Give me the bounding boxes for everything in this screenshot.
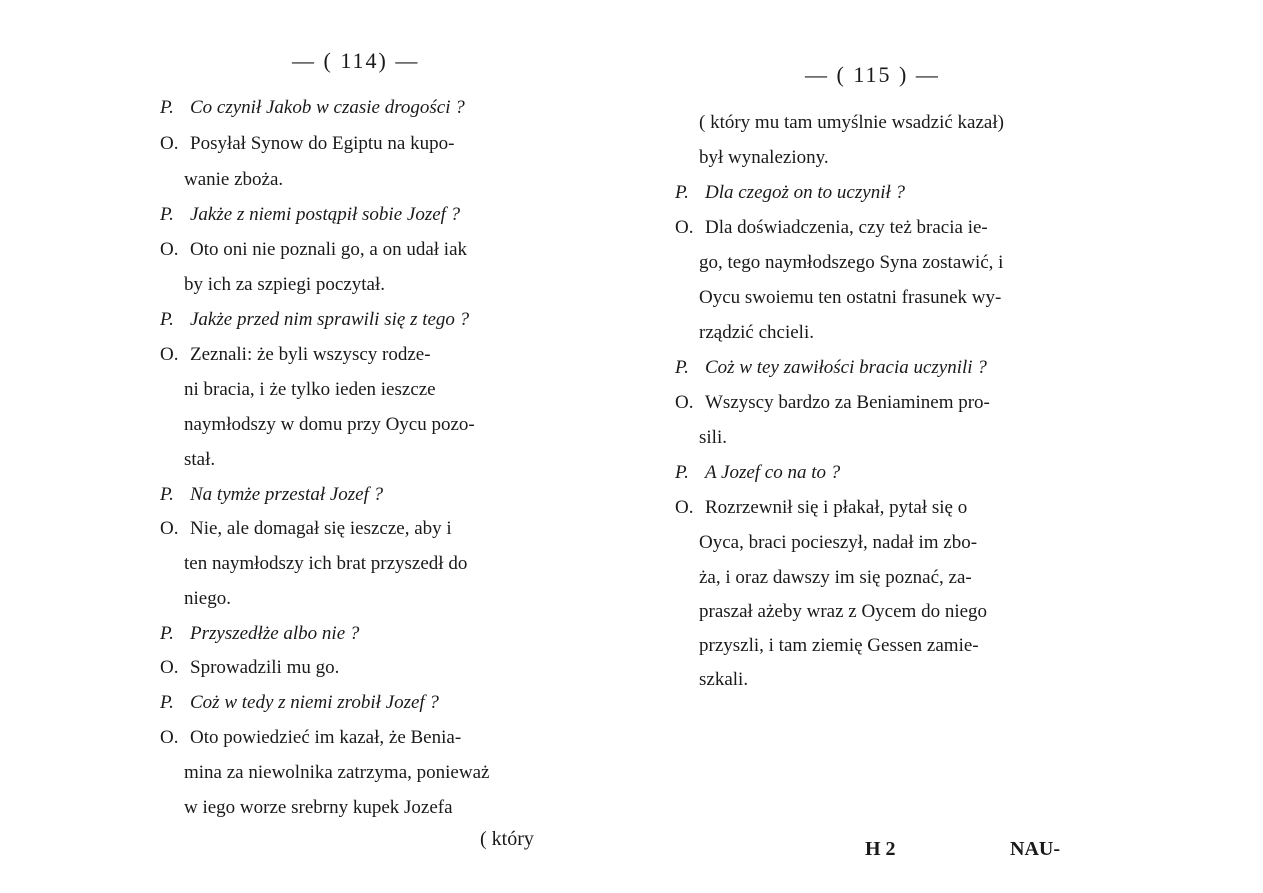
question-line (675, 181, 905, 205)
text-line (699, 251, 1003, 275)
answer-line (160, 726, 461, 750)
line-text: ten naymłodszy ich brat przyszedł do (184, 553, 468, 574)
question-marker: P. (160, 204, 174, 225)
line-text: by ich za szpiegi poczytał. (184, 274, 386, 295)
line-text: mina za niewolnika zatrzyma, ponieważ (184, 762, 490, 783)
question-marker: P. (160, 484, 174, 505)
question-line (160, 203, 460, 227)
text-line (699, 426, 727, 450)
answer-line (675, 496, 967, 520)
line-text: sili. (699, 427, 727, 448)
question-line (160, 96, 465, 120)
catchword: ( który (480, 828, 534, 850)
text-line (184, 168, 283, 192)
line-text: Dla doświadczenia, czy też bracia ie- (705, 217, 988, 238)
question-marker: P. (675, 357, 689, 378)
text-line (184, 413, 475, 437)
answer-line (160, 132, 454, 156)
answer-line (675, 216, 988, 240)
question-marker: P. (160, 692, 174, 713)
question-line (675, 461, 840, 485)
text-line (699, 286, 1001, 310)
line-text: był wynaleziony. (699, 147, 829, 168)
text-line (184, 796, 453, 820)
answer-line (160, 656, 339, 680)
line-text: Oto oni nie poznali go, a on udał iak (190, 239, 468, 260)
answer-line (675, 391, 990, 415)
question-line (160, 308, 469, 332)
question-line (160, 691, 439, 715)
answer-marker: O. (675, 497, 694, 518)
line-text: Jakże z niemi postąpił sobie Jozef ? (190, 204, 461, 225)
line-text: stał. (184, 449, 216, 470)
answer-marker: O. (160, 239, 179, 260)
line-text: niego. (184, 588, 231, 609)
line-text: Sprowadzili mu go. (190, 657, 340, 678)
line-text: Oto powiedzieć im kazał, że Benia- (190, 727, 462, 748)
line-text: go, tego naymłodszego Syna zostawić, i (699, 252, 1004, 273)
answer-marker: O. (160, 657, 179, 678)
line-text: Dla czegoż on to uczynił ? (705, 182, 906, 203)
question-marker: P. (675, 462, 689, 483)
text-line (699, 634, 979, 658)
line-text: w iego worze srebrny kupek Jozefa (184, 797, 453, 818)
line-text: Posyłał Synow do Egiptu na kupo- (190, 133, 455, 154)
line-text: Jakże przed nim sprawili się z tego ? (190, 309, 470, 330)
line-text: Przyszedłże albo nie ? (190, 623, 360, 644)
answer-line (160, 517, 452, 541)
text-line (699, 531, 977, 555)
line-text: Oycu swoiemu ten ostatni frasunek wy- (699, 287, 1002, 308)
catchword: NAU- (1010, 838, 1060, 860)
line-text: ( który mu tam umyślnie wsadzić kazał) (699, 112, 1004, 133)
question-line (160, 622, 359, 646)
text-line (699, 321, 814, 345)
text-line (699, 146, 829, 170)
question-marker: P. (160, 309, 174, 330)
text-line (184, 587, 231, 611)
line-text: Coż w tey zawiłości bracia uczynili ? (705, 357, 987, 378)
line-text: praszał ażeby wraz z Oycem do niego (699, 601, 988, 622)
text-line (699, 668, 748, 692)
answer-marker: O. (160, 727, 179, 748)
text-line (184, 378, 436, 402)
answer-marker: O. (160, 133, 179, 154)
text-line (699, 111, 1004, 135)
text-line (184, 761, 489, 785)
answer-line (160, 238, 467, 262)
question-marker: P. (675, 182, 689, 203)
line-text: rządzić chcieli. (699, 322, 814, 343)
text-line (699, 566, 972, 590)
answer-line (160, 343, 431, 367)
answer-marker: O. (675, 217, 694, 238)
page-number-header: — ( 115 ) — (805, 62, 940, 87)
line-text: wanie zboża. (184, 169, 284, 190)
line-text: Zeznali: że byli wszyscy rodze- (190, 344, 431, 365)
question-line (675, 356, 987, 380)
line-text: naymłodszy w domu przy Oycu pozo- (184, 414, 475, 435)
line-text: ża, i oraz dawszy im się poznać, za- (699, 567, 972, 588)
line-text: Oyca, braci pocieszył, nadał im zbo- (699, 532, 978, 553)
line-text: A Jozef co na to ? (705, 462, 841, 483)
answer-marker: O. (675, 392, 694, 413)
page-number-header: — ( 114) — (292, 48, 420, 73)
question-marker: P. (160, 623, 174, 644)
answer-marker: O. (160, 518, 179, 539)
line-text: Wszyscy bardzo za Beniaminem pro- (705, 392, 990, 413)
line-text: Nie, ale domagał się ieszcze, aby i (190, 518, 452, 539)
question-marker: P. (160, 97, 174, 118)
text-line (184, 448, 215, 472)
line-text: Rozrzewnił się i płakał, pytał się o (705, 497, 968, 518)
text-line (699, 600, 987, 624)
question-line (160, 483, 383, 507)
text-line (184, 552, 467, 576)
text-line (184, 273, 385, 297)
line-text: przyszli, i tam ziemię Gessen zamie- (699, 635, 979, 656)
line-text: Coż w tedy z niemi zrobił Jozef ? (190, 692, 439, 713)
line-text: Co czynił Jakob w czasie drogości ? (190, 97, 465, 118)
line-text: ni bracia, i że tylko ieden ieszcze (184, 379, 436, 400)
answer-marker: O. (160, 344, 179, 365)
line-text: szkali. (699, 669, 749, 690)
line-text: Na tymże przestał Jozef ? (190, 484, 384, 505)
signature-mark: H 2 (865, 838, 896, 860)
